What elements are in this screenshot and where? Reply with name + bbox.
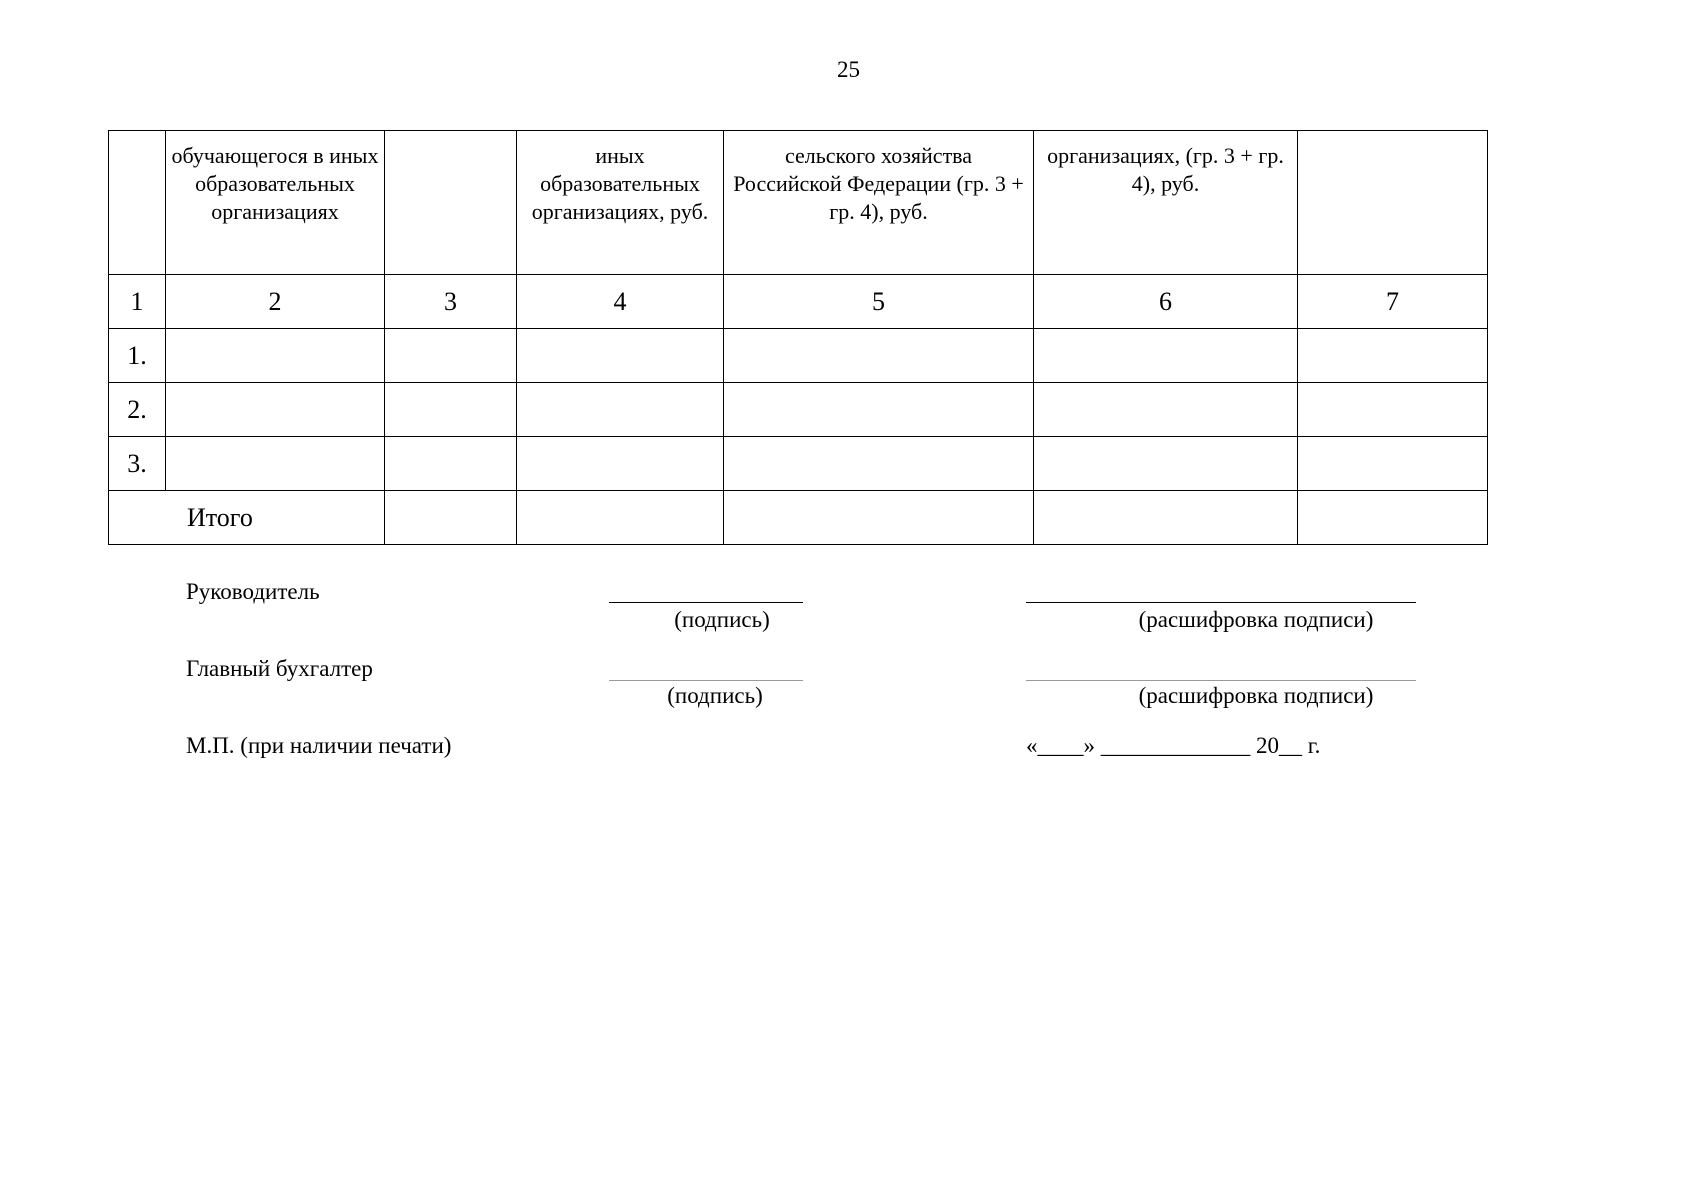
head-signature-line bbox=[609, 602, 803, 603]
data-cell bbox=[724, 437, 1034, 491]
data-cell bbox=[517, 329, 724, 383]
data-cell bbox=[385, 383, 517, 437]
accountant-signature-caption: (подпись) bbox=[667, 683, 763, 708]
data-cell bbox=[1034, 329, 1298, 383]
total-label: Итого bbox=[109, 491, 385, 545]
header-cell-6: организациях, (гр. 3 + гр. 4), руб. bbox=[1034, 131, 1298, 275]
table-row bbox=[109, 329, 1488, 383]
data-cell bbox=[724, 383, 1034, 437]
header-cell-4: иных образовательных организациях, руб. bbox=[517, 131, 724, 275]
data-cell bbox=[385, 329, 517, 383]
column-number: 3 bbox=[385, 275, 517, 329]
row-number: 3. bbox=[109, 437, 166, 491]
header-cell-2: обучающегося в иных образовательных организациях bbox=[166, 131, 385, 275]
data-cell bbox=[517, 383, 724, 437]
header-cell-5: сельского хозяйства Российской Федерации (гр. 3 + гр. 4), руб. bbox=[724, 131, 1034, 275]
data-cell bbox=[166, 383, 385, 437]
column-number: 1 bbox=[109, 275, 166, 329]
row-number: 1. bbox=[109, 329, 166, 383]
column-number: 2 bbox=[166, 275, 385, 329]
head-signature-caption: (подпись) bbox=[674, 607, 770, 632]
header-cell-3 bbox=[385, 131, 517, 275]
header-cell-1 bbox=[109, 131, 166, 275]
table-row bbox=[109, 383, 1488, 437]
total-cell bbox=[1298, 491, 1488, 545]
page-number: 25 bbox=[837, 57, 860, 82]
accountant-signature-line bbox=[609, 680, 803, 681]
column-number: 6 bbox=[1034, 275, 1298, 329]
data-cell bbox=[1298, 329, 1488, 383]
total-cell bbox=[517, 491, 724, 545]
report-table bbox=[108, 130, 1488, 545]
row-number: 2. bbox=[109, 383, 166, 437]
head-decode-line bbox=[1026, 602, 1416, 603]
table-row bbox=[109, 437, 1488, 491]
total-cell bbox=[1034, 491, 1298, 545]
total-row bbox=[109, 491, 1488, 545]
stamp-label: М.П. (при наличии печати) bbox=[186, 733, 452, 758]
column-number: 5 bbox=[724, 275, 1034, 329]
data-cell bbox=[385, 437, 517, 491]
data-cell bbox=[517, 437, 724, 491]
table-header-row bbox=[109, 131, 1488, 275]
data-cell bbox=[1298, 437, 1488, 491]
total-cell bbox=[724, 491, 1034, 545]
column-number: 4 bbox=[517, 275, 724, 329]
data-cell bbox=[724, 329, 1034, 383]
header-cell-7 bbox=[1298, 131, 1488, 275]
data-cell bbox=[1034, 437, 1298, 491]
data-cell bbox=[166, 329, 385, 383]
data-cell bbox=[166, 437, 385, 491]
accountant-decode-caption: (расшифровка подписи) bbox=[1138, 683, 1374, 708]
accountant-label: Главный бухгалтер bbox=[186, 656, 373, 681]
column-number-row bbox=[109, 275, 1488, 329]
date-line: «____» _____________ 20__ г. bbox=[1026, 733, 1321, 758]
head-decode-caption: (расшифровка подписи) bbox=[1138, 607, 1374, 632]
accountant-decode-line bbox=[1026, 680, 1416, 681]
column-number: 7 bbox=[1298, 275, 1488, 329]
data-cell bbox=[1034, 383, 1298, 437]
head-label: Руководитель bbox=[186, 579, 320, 604]
total-cell bbox=[385, 491, 517, 545]
data-cell bbox=[1298, 383, 1488, 437]
